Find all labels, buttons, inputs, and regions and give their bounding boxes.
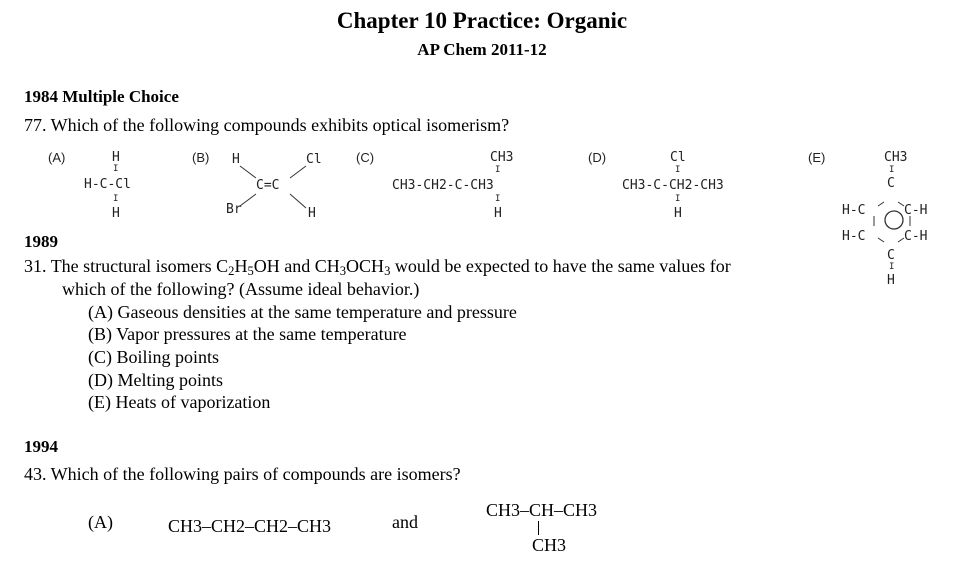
subscript-3b: 3 [384, 264, 391, 279]
choice-a-label: (A) [48, 150, 66, 165]
structure-a-tick-bot: I [113, 194, 119, 204]
benzene-ring-circle [885, 211, 903, 229]
choice-c-label: (C) [356, 150, 375, 165]
choice-43-a-and: and [392, 512, 418, 532]
structure-b-top-left: H [232, 152, 240, 167]
choice-43-a-right-bottom: CH3 [532, 535, 567, 555]
choice-43-a-branch-bond [538, 521, 539, 535]
structure-d-bottom: H [674, 206, 682, 221]
choice-43-a-left-formula: CH3–CH2–CH2–CH3 [168, 516, 332, 536]
structure-e-tick-1: I [889, 165, 895, 175]
structure-b-top-right: Cl [306, 152, 322, 167]
structure-e-left-1: H-C [842, 203, 866, 218]
structure-b-bottom-right: H [308, 206, 316, 221]
question-31-number: 31. [24, 256, 47, 276]
option-31-a: (A) Gaseous densities at the same temperature and pressure [88, 302, 517, 322]
section-heading-1984: 1984 Multiple Choice [24, 87, 179, 106]
choice-d-label: (D) [588, 150, 607, 165]
structure-e-c1: C [887, 176, 895, 191]
question-31-h: H [234, 256, 248, 276]
structure-e-right-1: C-H [904, 203, 928, 218]
subscript-2: 2 [228, 264, 235, 279]
structure-e-ch3: CH3 [884, 150, 908, 165]
section-heading-1989: 1989 [24, 232, 58, 251]
subscript-5: 5 [247, 264, 254, 279]
structure-a-main: H-C-Cl [84, 177, 131, 192]
structure-d [622, 148, 792, 228]
question-31-line1 [24, 256, 731, 277]
subscript-3a: 3 [339, 264, 347, 279]
structure-c-bottom: H [494, 206, 502, 221]
choice-43-a-right-top: CH3–CH–CH3 [486, 500, 598, 520]
option-31-c: (C) Boiling points [88, 347, 220, 367]
structure-c-top: CH3 [490, 150, 514, 165]
page-subtitle: AP Chem 2011-12 [417, 40, 547, 59]
option-31-d: (D) Melting points [88, 370, 223, 390]
structure-e-right-2: C-H [904, 229, 928, 244]
structure-e-left-2: H-C [842, 229, 866, 244]
structure-d-tick-bot: I [675, 194, 681, 204]
structure-c-chain: CH3-CH2-C-CH3 [392, 178, 494, 193]
structure-d-chain: CH3-C-CH2-CH3 [622, 178, 724, 193]
structure-e-tick-2: I [889, 262, 895, 272]
structure-a-top-h: H [112, 150, 120, 165]
structure-b-bottom-left: Br [226, 202, 242, 217]
choice-43-a-label: (A) [88, 512, 113, 532]
question-31-och: OCH [346, 256, 385, 276]
structure-e [838, 148, 948, 298]
structure-b [226, 148, 336, 228]
page-title: Chapter 10 Practice: Organic [336, 8, 628, 33]
option-31-b: (B) Vapor pressures at the same temperature [88, 324, 407, 344]
structure-a [84, 148, 164, 228]
structure-d-top: Cl [670, 150, 686, 165]
structure-c-tick-top: I [495, 165, 501, 175]
choice-b-label: (B) [192, 150, 210, 165]
question-31-oh-and: OH and CH [253, 256, 340, 276]
choice-e-label: (E) [808, 150, 826, 165]
structure-a-bottom-h: H [112, 206, 120, 221]
section-heading-1994: 1994 [24, 437, 58, 456]
structure-e-c2: C [887, 248, 895, 263]
structure-c [392, 148, 562, 228]
question-31-text-pre: The structural isomers C [50, 256, 229, 276]
question-31-text-post: would be expected to have the same values for [390, 256, 731, 276]
option-31-e: (E) Heats of vaporization [88, 392, 271, 412]
structure-d-tick-top: I [675, 165, 681, 175]
structure-b-center: C=C [256, 178, 280, 193]
question-43: 43. Which of the following pairs of compounds are isomers? [24, 464, 461, 484]
question-77: 77. Which of the following compounds exhibits optical isomerism? [24, 115, 510, 135]
structure-e-h: H [887, 273, 895, 288]
structure-c-tick-bot: I [495, 194, 501, 204]
structure-a-tick-top: I [113, 164, 119, 174]
question-31-line2: which of the following? (Assume ideal behavior.) [62, 279, 420, 299]
